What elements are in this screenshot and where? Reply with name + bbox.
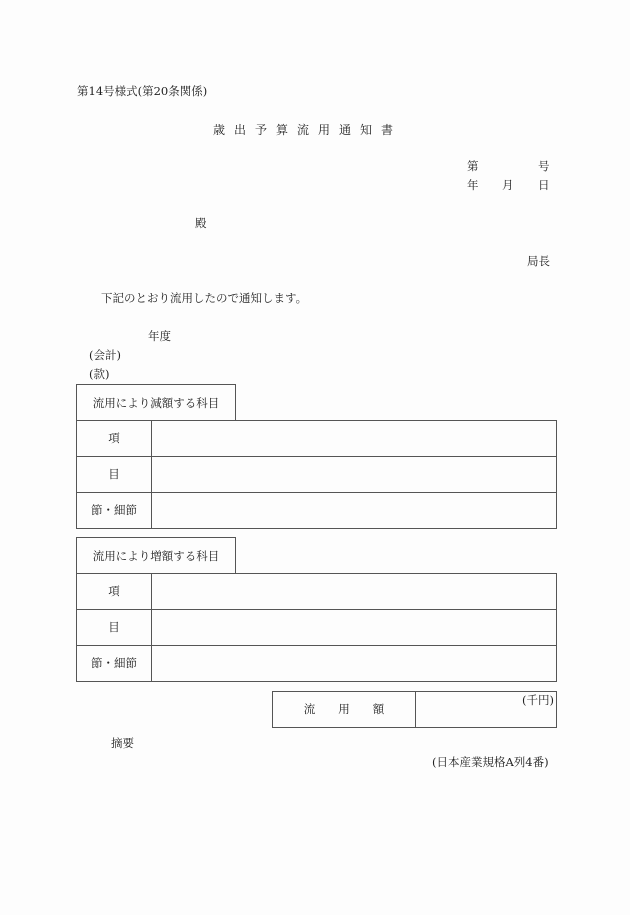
increase-row-kou-value[interactable] — [152, 574, 556, 609]
summary-label: 摘要 — [111, 736, 134, 750]
increase-row-moku-label: 目 — [108, 619, 120, 634]
decrease-row-moku-value[interactable] — [152, 457, 556, 492]
body-text: 下記のとおり流用したので通知します。 — [101, 291, 308, 305]
document-number-prefix: 第 — [467, 159, 479, 173]
decrease-row-moku-label: 目 — [108, 466, 120, 481]
decrease-table-header — [76, 384, 236, 421]
increase-row-moku-value[interactable] — [152, 610, 556, 645]
increase-header-text: 流用により増額する科目 — [92, 548, 220, 563]
transfer-amount-unit: (千円) — [522, 693, 554, 707]
transfer-amount-table — [272, 691, 557, 728]
decrease-row-kou-value[interactable] — [152, 421, 556, 456]
date-month: 月 — [502, 178, 514, 192]
decrease-table — [76, 420, 557, 529]
sender-title: 局長 — [527, 254, 550, 268]
increase-table — [76, 573, 557, 682]
transfer-amount-value[interactable] — [416, 692, 556, 727]
account-label: (会計) — [89, 348, 121, 362]
decrease-row-setsu-label: 節・細節 — [91, 502, 137, 517]
paper-size-note: (日本産業規格A列4番) — [432, 755, 549, 769]
increase-row-setsu-label: 節・細節 — [91, 655, 137, 670]
fiscal-year-label: 年度 — [148, 329, 171, 343]
increase-row-setsu-value[interactable] — [152, 646, 556, 681]
date-day: 日 — [538, 178, 550, 192]
document-title: 歳出予算流用通知書 — [213, 123, 403, 137]
form-reference: 第14号様式(第20条関係) — [77, 84, 208, 98]
section-label: (款) — [89, 367, 110, 381]
increase-row-kou-label: 項 — [108, 583, 120, 598]
addressee-suffix: 殿 — [195, 216, 207, 230]
transfer-amount-label: 流 用 額 — [303, 701, 385, 716]
date-year: 年 — [467, 178, 479, 192]
decrease-row-kou-label: 項 — [108, 430, 120, 445]
document-number-suffix: 号 — [538, 159, 550, 173]
increase-table-header — [76, 537, 236, 574]
decrease-header-text: 流用により減額する科目 — [92, 395, 220, 410]
decrease-row-setsu-value[interactable] — [152, 493, 556, 528]
